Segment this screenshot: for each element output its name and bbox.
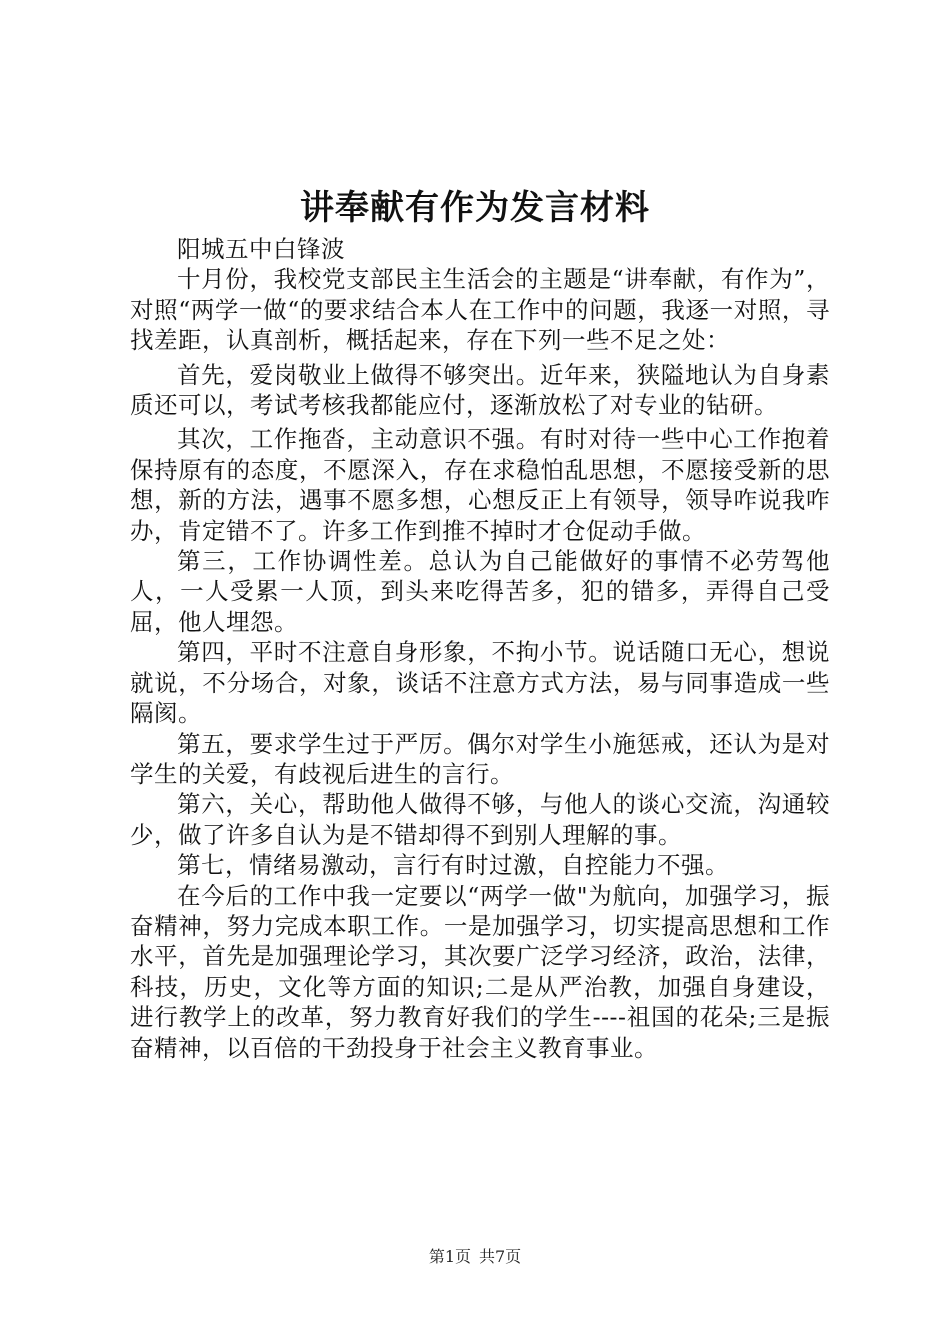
page-footer bbox=[0, 1244, 950, 1267]
page-number: 第1页 bbox=[428, 1247, 471, 1266]
document-title: 讲奉献有作为发言材料 bbox=[300, 188, 650, 228]
document-body bbox=[130, 234, 830, 1063]
paragraph: 第七，情绪易激动，言行有时过激，自控能力不强。 bbox=[177, 851, 729, 880]
paragraph: 第六，关心，帮助他人做得不够，与他人的谈心交流，沟通较少，做了许多自认为是不错却得不到别人理解的事。 bbox=[130, 790, 830, 849]
paragraph: 其次，工作拖沓，主动意识不强。有时对待一些中心工作抱着保持原有的态度，不愿深入，存在求稳怕乱思想，不愿接受新的思想，新的方法，遇事不愿多想，心想反正上有领导，领导咋说我咋办，肯定错不了。许多工作到推不掉时才仓促动手做。 bbox=[130, 425, 830, 545]
paragraph: 首先，爱岗敬业上做得不够突出。近年来，狭隘地认为自身素质还可以，考试考核我都能应付，逐渐放松了对专业的钻研。 bbox=[130, 360, 830, 420]
author-line: 阳城五中白锋波 bbox=[177, 235, 345, 263]
paragraph: 第五，要求学生过于严厉。偶尔对学生小施惩戒，还认为是对学生的关爱，有歧视后进生的言行。 bbox=[130, 729, 830, 788]
paragraph: 十月份，我校党支部民主生活会的主题是“讲奉献，有作为”，对照“两学一做“的要求结合本人在工作中的问题，我逐一对照，寻找差距，认真剖析，概括起来，存在下列一些不足之处： bbox=[130, 265, 830, 355]
paragraph: 第四，平时不注意自身形象，不拘小节。说话随口无心，想说就说，不分场合，对象，谈话不注意方式方法，易与同事造成一些隔阂。 bbox=[130, 638, 830, 728]
paragraph: 在今后的工作中我一定要以“两学一做"为航向，加强学习，振奋精神，努力完成本职工作。一是加强学习，切实提高思想和工作水平，首先是加强理论学习，其次要广泛学习经济，政治，法律，科技，历史，文化等方面的知识;二是从严治教，加强自身建设，进行教学上的改革，努力教育好我们的学生----祖国的花朵;三是振奋精神，以百倍的干劲投身于社会主义教育事业。 bbox=[130, 881, 830, 1062]
page-total: 共7页 bbox=[479, 1247, 522, 1266]
paragraph: 第三，工作协调性差。总认为自己能做好的事情不必劳驾他人，一人受累一人顶，到头来吃得苦多，犯的错多，弄得自己受屈，他人埋怨。 bbox=[130, 547, 830, 636]
